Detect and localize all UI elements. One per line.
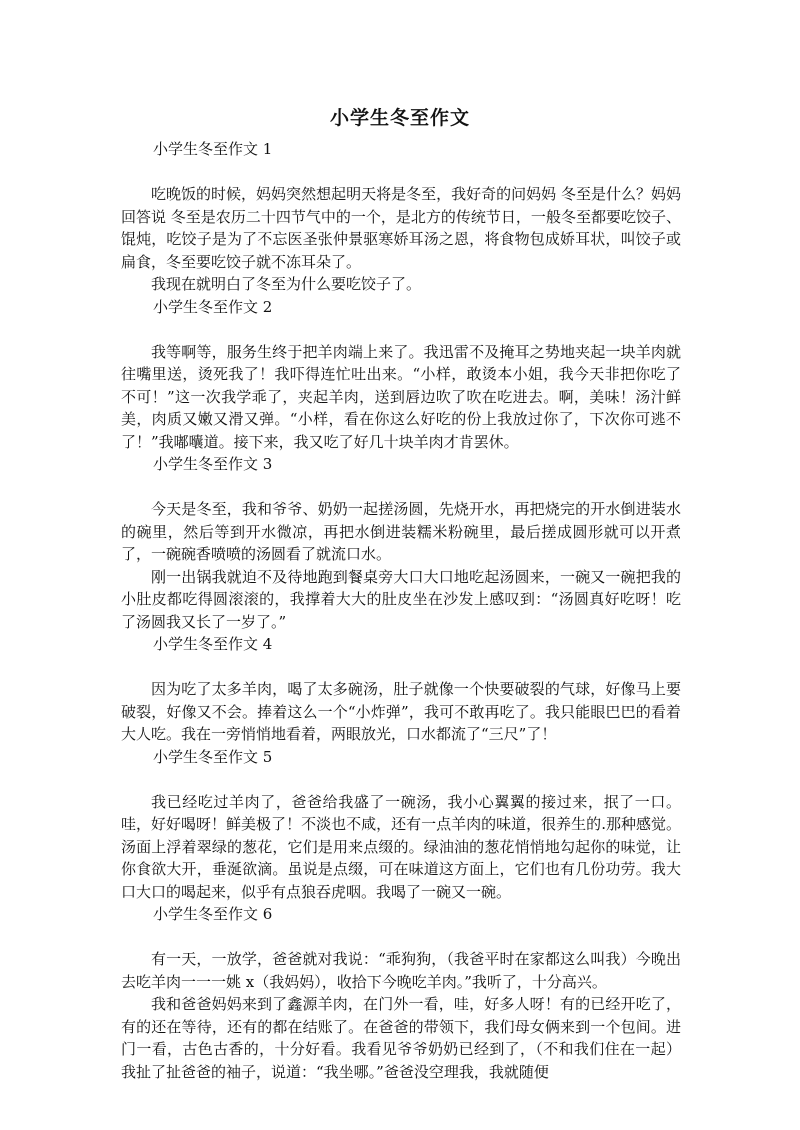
paragraph: 吃晚饭的时候，妈妈突然想起明天将是冬至，我好奇的问妈妈 冬至是什么？妈妈回答说 冬至是农历二十四节气中的一个，是北方的传统节日，一般冬至都要吃饺子、馄炖，吃饺子是为了不忘医圣张仲景驱寒娇耳汤之恩，将食物包成娇耳状，叫饺子或扁食，冬至要吃饺子就不冻耳朵了。 bbox=[121, 185, 681, 271]
section-heading: 小学生冬至作文 6 bbox=[153, 905, 273, 923]
paragraph: 刚一出锅我就迫不及待地跑到餐桌旁大口大口地吃起汤圆来，一碗又一碗把我的小肚皮都吃得圆滚滚的，我撑着大大的肚皮坐在沙发上感叹到：“汤圆真好吃呀！吃了汤圆我又长了一岁了。” bbox=[121, 567, 681, 631]
paragraph: 我等啊等，服务生终于把羊肉端上来了。我迅雷不及掩耳之势地夹起一块羊肉就往嘴里送，烫死我了！我吓得连忙吐出来。“小样，敢烫本小姐，我今天非把你吃了不可！”这一次我学乖了，夹起羊肉，送到唇边吹了吹在吃进去。啊，美味！汤汁鲜美，肉质又嫩又滑又弹。“小样，看在你这么好吃的份上我放过你了，下次你可逃不了！”我嘟囔道。接下来，我又吃了好几十块羊肉才肯罢休。 bbox=[121, 342, 681, 451]
section-heading: 小学生冬至作文 5 bbox=[153, 747, 273, 766]
document-body bbox=[121, 138, 681, 1083]
paragraph: 今天是冬至，我和爷爷、奶奶一起搓汤圆，先烧开水，再把烧完的开水倒进装水的碗里，然后等到开水微凉，再把水倒进装糯米粉碗里，最后搓成圆形就可以开煮了，一碗碗香喷喷的汤圆看了就流口水。 bbox=[121, 500, 681, 563]
blank-line bbox=[121, 656, 681, 679]
blank-line bbox=[121, 768, 681, 791]
section-heading: 小学生冬至作文 4 bbox=[153, 635, 273, 653]
paragraph: 我和爸爸妈妈来到了鑫源羊肉，在门外一看，哇，好多人呀！有的已经开吃了，有的还在等待，还有的都在结账了。在爸爸的带领下，我们母女俩来到一个包间。进门一看，古色古香的，十分好看。我看见爷爷奶奶已经到了，（不和我们住在一起）我扯了扯爸爸的袖子，说道：“我坐哪。”爸爸没空理我，我就随便 bbox=[121, 995, 681, 1081]
blank-line bbox=[121, 476, 681, 499]
blank-line bbox=[121, 926, 681, 949]
section-heading: 小学生冬至作文 2 bbox=[153, 297, 273, 316]
section-heading: 小学生冬至作文 1 bbox=[153, 140, 273, 158]
section-heading: 小学生冬至作文 3 bbox=[153, 455, 273, 473]
paragraph: 我现在就明白了冬至为什么要吃饺子了。 bbox=[151, 275, 422, 293]
document-title: 小学生冬至作文 bbox=[329, 107, 470, 129]
blank-line bbox=[121, 318, 681, 341]
paragraph: 我已经吃过羊肉了，爸爸给我盛了一碗汤，我小心翼翼的接过来，抿了一口。哇，好好喝呀！鲜美极了！不淡也不咸，还有一点羊肉的味道，很养生的.那种感觉。汤面上浮着翠绿的葱花，它们是用来点缀的。绿油油的葱花悄悄地勾起你的味觉，让你食欲大开，垂涎欲滴。虽说是点缀，可在味道这方面上，它们也有几份功劳。我大口大口的喝起来，似乎有点狼吞虎咽。我喝了一碗又一碗。 bbox=[121, 792, 681, 901]
paragraph: 因为吃了太多羊肉，喝了太多碗汤，肚子就像一个快要破裂的气球，好像马上要破裂，好像又不会。捧着这么一个“小炸弹”，我可不敢再吃了。我只能眼巴巴的看着大人吃。我在一旁悄悄地看着，两眼放光，口水都流了“三尺”了！ bbox=[121, 680, 681, 743]
paragraph: 有一天，一放学，爸爸就对我说：“乖狗狗，（我爸平时在家都这么叫我）今晚出去吃羊肉一一一姚 x（我妈妈），收拾下今晚吃羊肉。”我听了，十分高兴。 bbox=[121, 950, 681, 991]
blank-line bbox=[121, 161, 681, 184]
